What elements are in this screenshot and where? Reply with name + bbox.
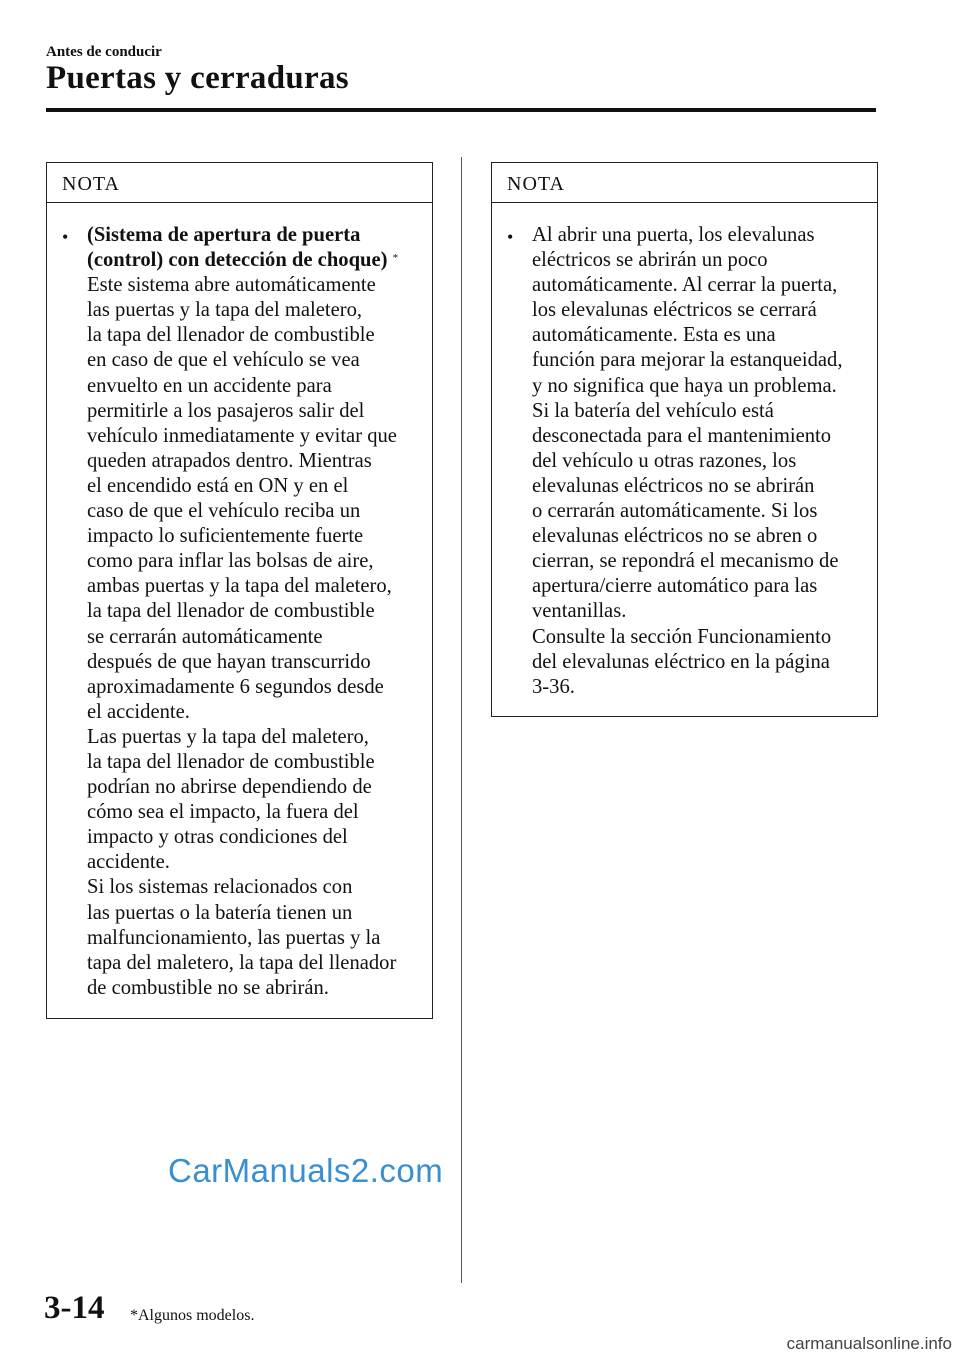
text-line: tapa del maletero, la tapa del llenador bbox=[87, 951, 397, 974]
text-line: en caso de que el vehículo se vea bbox=[87, 349, 360, 372]
text-line: eléctricos se abrirán un poco bbox=[532, 249, 768, 272]
page-title: Puertas y cerraduras bbox=[46, 60, 349, 96]
text-line: Si los sistemas relacionados con bbox=[87, 876, 353, 899]
text-line: Este sistema abre automáticamente bbox=[87, 274, 376, 297]
text-line: las puertas o la batería tienen un bbox=[87, 901, 353, 924]
page-number: 3-14 bbox=[44, 1290, 105, 1326]
text-line: elevalunas eléctricos no se abren o bbox=[532, 525, 818, 548]
text-line: Las puertas y la tapa del maletero, bbox=[87, 725, 369, 748]
text-line: del elevalunas eléctrico en la página bbox=[532, 650, 830, 673]
text-line: impacto lo suficientemente fuerte bbox=[87, 525, 364, 548]
section-label: Antes de conducir bbox=[46, 44, 162, 60]
asterisk-mark: * bbox=[392, 252, 399, 265]
text-line: la tapa del llenador de combustible bbox=[87, 750, 375, 773]
text-line: se cerrarán automáticamente bbox=[87, 625, 323, 648]
title-rule bbox=[46, 108, 876, 112]
text-line: las puertas y la tapa del maletero, bbox=[87, 299, 363, 322]
text-line: podrían no abrirse dependiendo de bbox=[87, 776, 372, 799]
text-line: ventanillas. bbox=[532, 600, 627, 623]
text-line: después de que hayan transcurrido bbox=[87, 650, 371, 673]
text-line: accidente. bbox=[87, 851, 170, 874]
text-line: automáticamente. Al cerrar la puerta, bbox=[532, 274, 838, 297]
note-body bbox=[47, 203, 432, 1001]
note-text bbox=[532, 223, 869, 700]
text-line: de combustible no se abrirán. bbox=[87, 976, 329, 999]
text-line: como para inflar las bolsas de aire, bbox=[87, 550, 374, 573]
text-line: queden atrapados dentro. Mientras bbox=[87, 449, 372, 472]
text-line: cierran, se repondrá el mecanismo de bbox=[532, 550, 839, 573]
text-line: impacto y otras condiciones del bbox=[87, 826, 348, 849]
watermark-logo: CarManuals2.com bbox=[168, 1152, 444, 1189]
text-line: los elevalunas eléctricos se cerrará bbox=[532, 299, 817, 322]
note-body bbox=[492, 203, 877, 700]
text-line: vehículo inmediatamente y evitar que bbox=[87, 424, 397, 447]
bullet-icon: • bbox=[507, 227, 514, 247]
text-line: caso de que el vehículo reciba un bbox=[87, 500, 361, 523]
text-line: permitirle a los pasajeros salir del bbox=[87, 399, 365, 422]
text-line: el encendido está en ON y en el bbox=[87, 474, 349, 497]
text-line: envuelto en un accidente para bbox=[87, 374, 332, 397]
text-line: función para mejorar la estanqueidad, bbox=[532, 349, 843, 372]
note-box-left bbox=[46, 162, 433, 1019]
text-line: del vehículo u otras razones, los bbox=[532, 449, 797, 472]
bold-heading-line: (Sistema de apertura de puerta bbox=[87, 224, 361, 246]
note-heading: NOTA bbox=[47, 163, 432, 203]
text-line: aproximadamente 6 segundos desde bbox=[87, 675, 384, 698]
note-item bbox=[532, 223, 869, 700]
text-line: o cerrarán automáticamente. Si los bbox=[532, 500, 818, 523]
text-line: Consulte la sección Funcionamiento bbox=[532, 625, 832, 648]
text-line: cómo sea el impacto, la fuera del bbox=[87, 801, 359, 824]
footer-site-watermark: carmanualsonline.info bbox=[786, 1334, 952, 1353]
text-line: 3-36. bbox=[532, 675, 575, 698]
column-divider bbox=[461, 157, 462, 1283]
text-line: la tapa del llenador de combustible bbox=[87, 600, 375, 623]
bullet-icon: • bbox=[62, 227, 69, 247]
text-line: el accidente. bbox=[87, 700, 190, 723]
note-box-right bbox=[491, 162, 878, 717]
text-line: ambas puertas y la tapa del maletero, bbox=[87, 575, 392, 598]
note-item bbox=[87, 223, 424, 1001]
text-line: desconectada para el mantenimiento bbox=[532, 424, 832, 447]
note-heading: NOTA bbox=[492, 163, 877, 203]
text-line: elevalunas eléctricos no se abrirán bbox=[532, 474, 815, 497]
text-line: malfuncionamiento, las puertas y la bbox=[87, 926, 381, 949]
text-line: Si la batería del vehículo está bbox=[532, 399, 774, 422]
footnote: *Algunos modelos. bbox=[130, 1307, 255, 1324]
text-line: y no significa que haya un problema. bbox=[532, 374, 837, 397]
text-line: automáticamente. Esta es una bbox=[532, 324, 776, 347]
note-text bbox=[87, 273, 424, 1001]
text-line: Al abrir una puerta, los elevalunas bbox=[532, 224, 815, 246]
bold-heading-line: (control) con detección de choque) * bbox=[87, 249, 399, 272]
text-line: apertura/cierre automático para las bbox=[532, 575, 818, 598]
text-line: la tapa del llenador de combustible bbox=[87, 324, 375, 347]
